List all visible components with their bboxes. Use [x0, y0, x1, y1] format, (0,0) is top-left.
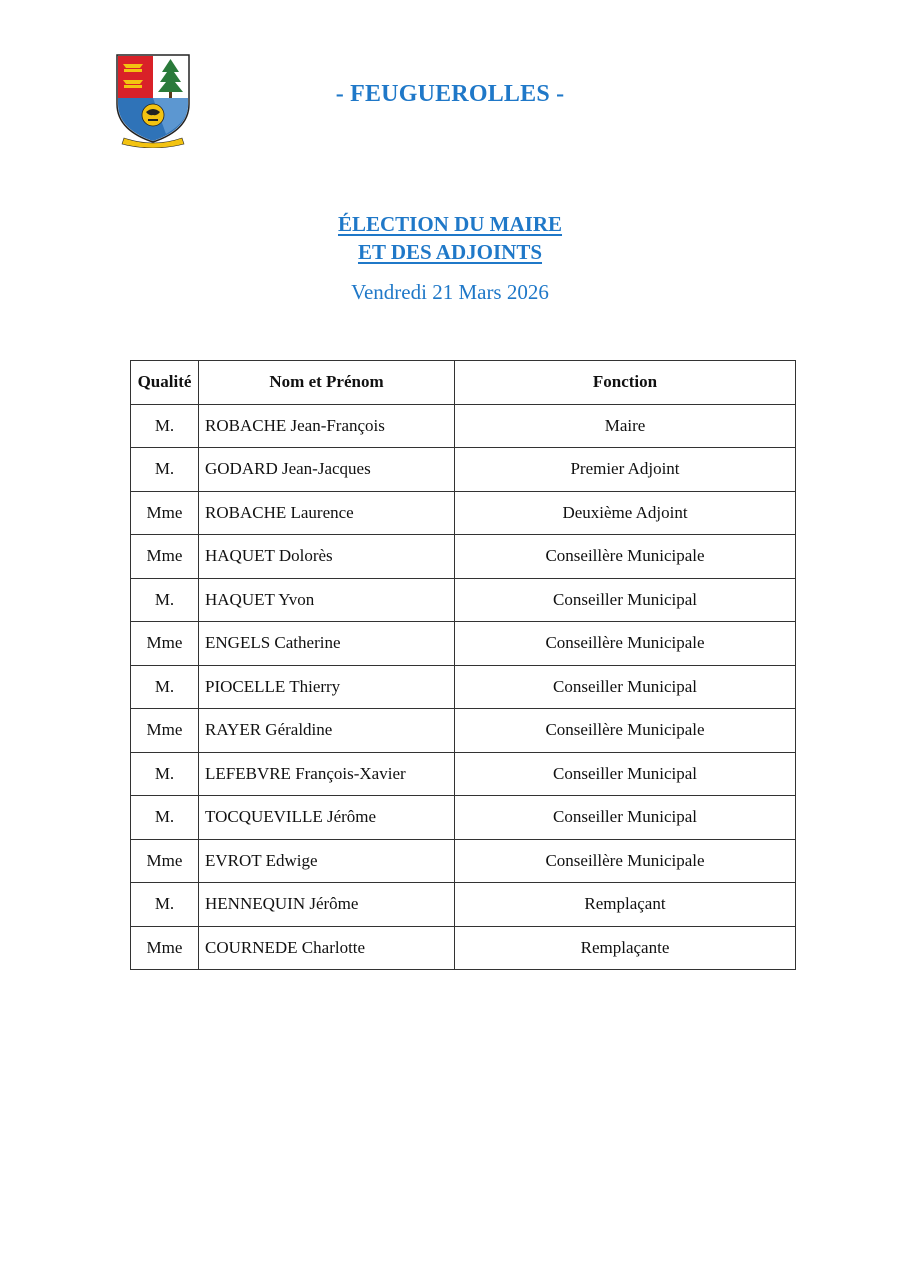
members-table-body [131, 404, 796, 970]
cell-fonction: Remplaçante [455, 926, 796, 970]
table-row [131, 491, 796, 535]
table-row [131, 883, 796, 927]
cell-fonction: Conseillère Municipale [455, 535, 796, 579]
cell-qualite: Mme [131, 839, 199, 883]
cell-nom: LEFEBVRE François-Xavier [199, 752, 455, 796]
members-table [130, 360, 796, 970]
cell-qualite: M. [131, 448, 199, 492]
cell-qualite: M. [131, 796, 199, 840]
election-heading [0, 210, 900, 266]
cell-nom: HAQUET Yvon [199, 578, 455, 622]
cell-fonction: Conseiller Municipal [455, 796, 796, 840]
table-row [131, 709, 796, 753]
cell-fonction: Premier Adjoint [455, 448, 796, 492]
table-row [131, 535, 796, 579]
cell-nom: TOCQUEVILLE Jérôme [199, 796, 455, 840]
table-row [131, 926, 796, 970]
cell-qualite: M. [131, 578, 199, 622]
header-qualite: Qualité [131, 361, 199, 405]
table-row [131, 448, 796, 492]
cell-nom: HENNEQUIN Jérôme [199, 883, 455, 927]
cell-nom: RAYER Géraldine [199, 709, 455, 753]
header-fonction: Fonction [455, 361, 796, 405]
cell-fonction: Conseiller Municipal [455, 752, 796, 796]
heading-line-2: ET DES ADJOINTS [357, 240, 543, 264]
cell-qualite: Mme [131, 535, 199, 579]
header-nom-prenom: Nom et Prénom [199, 361, 455, 405]
cell-qualite: Mme [131, 491, 199, 535]
town-title: - FEUGUEROLLES - [335, 81, 565, 107]
cell-qualite: Mme [131, 926, 199, 970]
table-row [131, 622, 796, 666]
cell-nom: ROBACHE Laurence [199, 491, 455, 535]
cell-fonction: Deuxième Adjoint [455, 491, 796, 535]
cell-fonction: Conseillère Municipale [455, 622, 796, 666]
table-row [131, 796, 796, 840]
cell-fonction: Maire [455, 404, 796, 448]
cell-fonction: Conseillère Municipale [455, 709, 796, 753]
cell-qualite: M. [131, 665, 199, 709]
cell-fonction: Conseillère Municipale [455, 839, 796, 883]
cell-nom: COURNEDE Charlotte [199, 926, 455, 970]
table-row [131, 665, 796, 709]
cell-nom: HAQUET Dolorès [199, 535, 455, 579]
table-row [131, 839, 796, 883]
table-row [131, 752, 796, 796]
cell-qualite: M. [131, 404, 199, 448]
table-row [131, 404, 796, 448]
cell-fonction: Conseiller Municipal [455, 665, 796, 709]
cell-nom: ROBACHE Jean-François [199, 404, 455, 448]
cell-nom: EVROT Edwige [199, 839, 455, 883]
cell-fonction: Remplaçant [455, 883, 796, 927]
cell-qualite: Mme [131, 622, 199, 666]
table-row [131, 578, 796, 622]
cell-qualite: M. [131, 883, 199, 927]
table-header-row [131, 361, 796, 405]
cell-nom: GODARD Jean-Jacques [199, 448, 455, 492]
cell-fonction: Conseiller Municipal [455, 578, 796, 622]
election-date: Vendredi 21 Mars 2026 [351, 280, 549, 304]
cell-nom: ENGELS Catherine [199, 622, 455, 666]
cell-qualite: Mme [131, 709, 199, 753]
cell-qualite: M. [131, 752, 199, 796]
cell-nom: PIOCELLE Thierry [199, 665, 455, 709]
heading-line-1: ÉLECTION DU MAIRE [337, 212, 563, 236]
